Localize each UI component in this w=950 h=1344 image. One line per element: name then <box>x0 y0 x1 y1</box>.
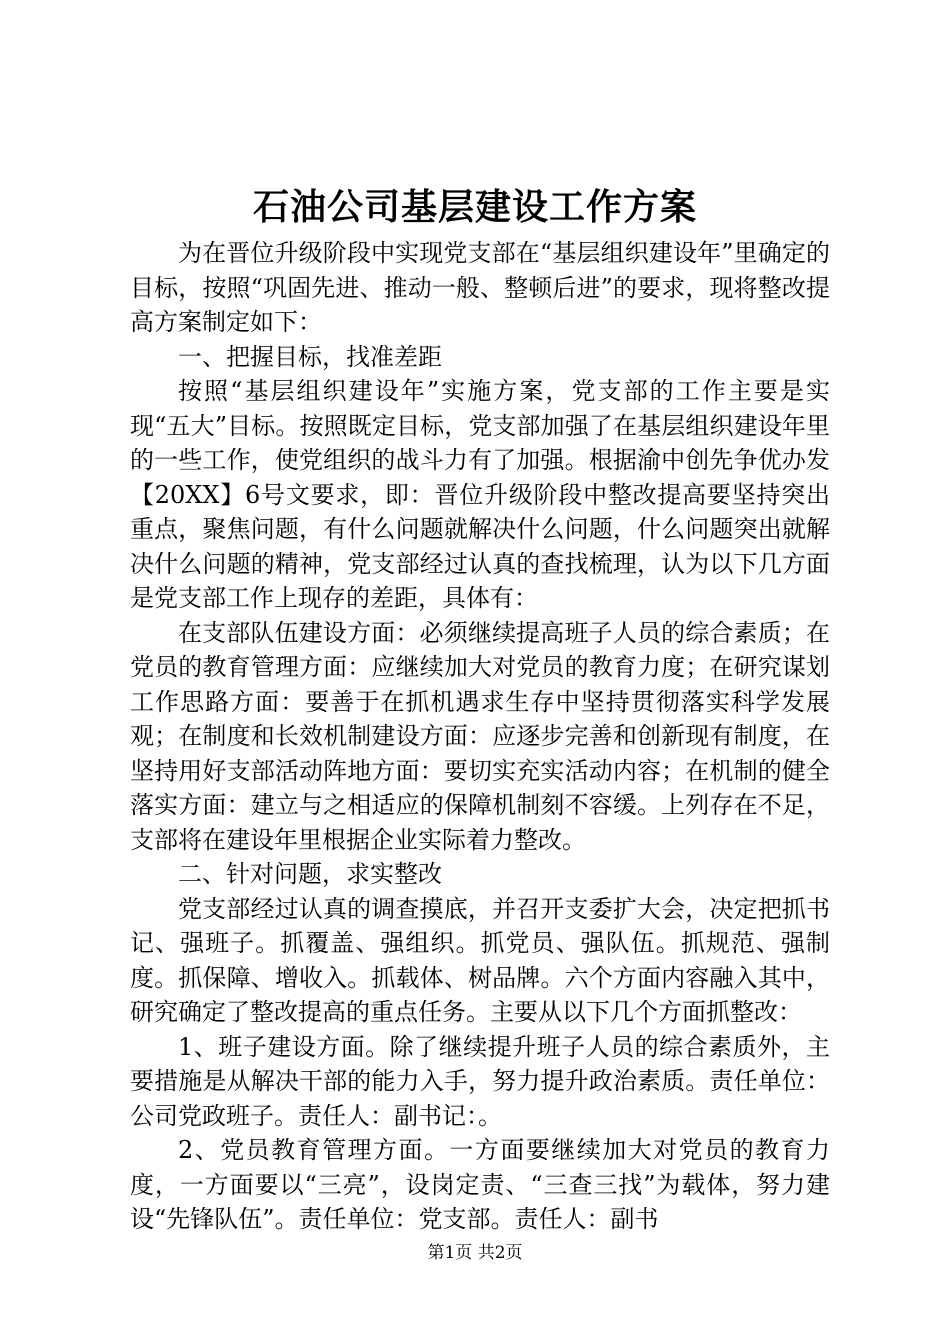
section-heading-1: 一、把握目标，找准差距 <box>178 342 442 371</box>
list-item-1: 1、班子建设方面。除了继续提升班子人员的综合素质外，主要措施是从解决干部的能力入手，努力提升政治素质。责任单位：公司党政班子。责任人：副书记：。 <box>130 1032 830 1130</box>
document-title: 石油公司基层建设工作方案 <box>252 186 697 228</box>
paragraph-intro: 为在晋位升级阶段中实现党支部在“基层组织建设年”里确定的目标，按照“巩固先进、推动一般、整顿后进”的要求，现将整改提高方案制定如下： <box>130 239 830 336</box>
page-footer: 第1页 共2页 <box>427 1243 523 1263</box>
section-heading-2: 二、针对问题，求实整改 <box>178 860 442 888</box>
document-body <box>130 236 830 1237</box>
list-item-2: 2、党员教育管理方面。一方面要继续加大对党员的教育力度，一方面要以“三亮”，设岗定责、“三查三找”为载体，努力建设“先锋队伍”。责任单位：党支部。责任人：副书 <box>130 1136 830 1233</box>
paragraph-section-2-a: 党支部经过认真的调查摸底，并召开支委扩大会，决定把抓书记、强班子。抓覆盖、强组织。抓党员、强队伍。抓规范、强制度。抓保障、增收入。抓载体、树品牌。六个方面内容融入其中，研究确定了整改提高的重点任务。主要从以下几个方面抓整改： <box>130 894 830 1026</box>
paragraph-section-1-b: 在支部队伍建设方面：必须继续提高班子人员的综合素质；在党员的教育管理方面：应继续加大对党员的教育力度；在研究谋划工作思路方面：要善于在抓机遇求生存中坚持贯彻落实科学发展观；在制度和长效机制建设方面：应逐步完善和创新现有制度，在坚持用好支部活动阵地方面：要切实充实活动内容；在机制的健全落实方面：建立与之相适应的保障机制刻不容缓。上列存在不足，支部将在建设年里根据企业实际着力整改。 <box>130 618 830 854</box>
paragraph-section-1-a: 按照“基层组织建设年”实施方案，党支部的工作主要是实现“五大”目标。按照既定目标，党支部加强了在基层组织建设年里的一些工作，使党组织的战斗力有了加强。根据渝中创先争优办发【20XX】6号文要求，即：晋位升级阶段中整改提高要坚持突出重点，聚焦问题，有什么问题就解决什么问题，什么问题突出就解决什么问题的精神，党支部经过认真的查找梳理，认为以下几方面是党支部工作上现存的差距，具体有： <box>130 377 830 612</box>
